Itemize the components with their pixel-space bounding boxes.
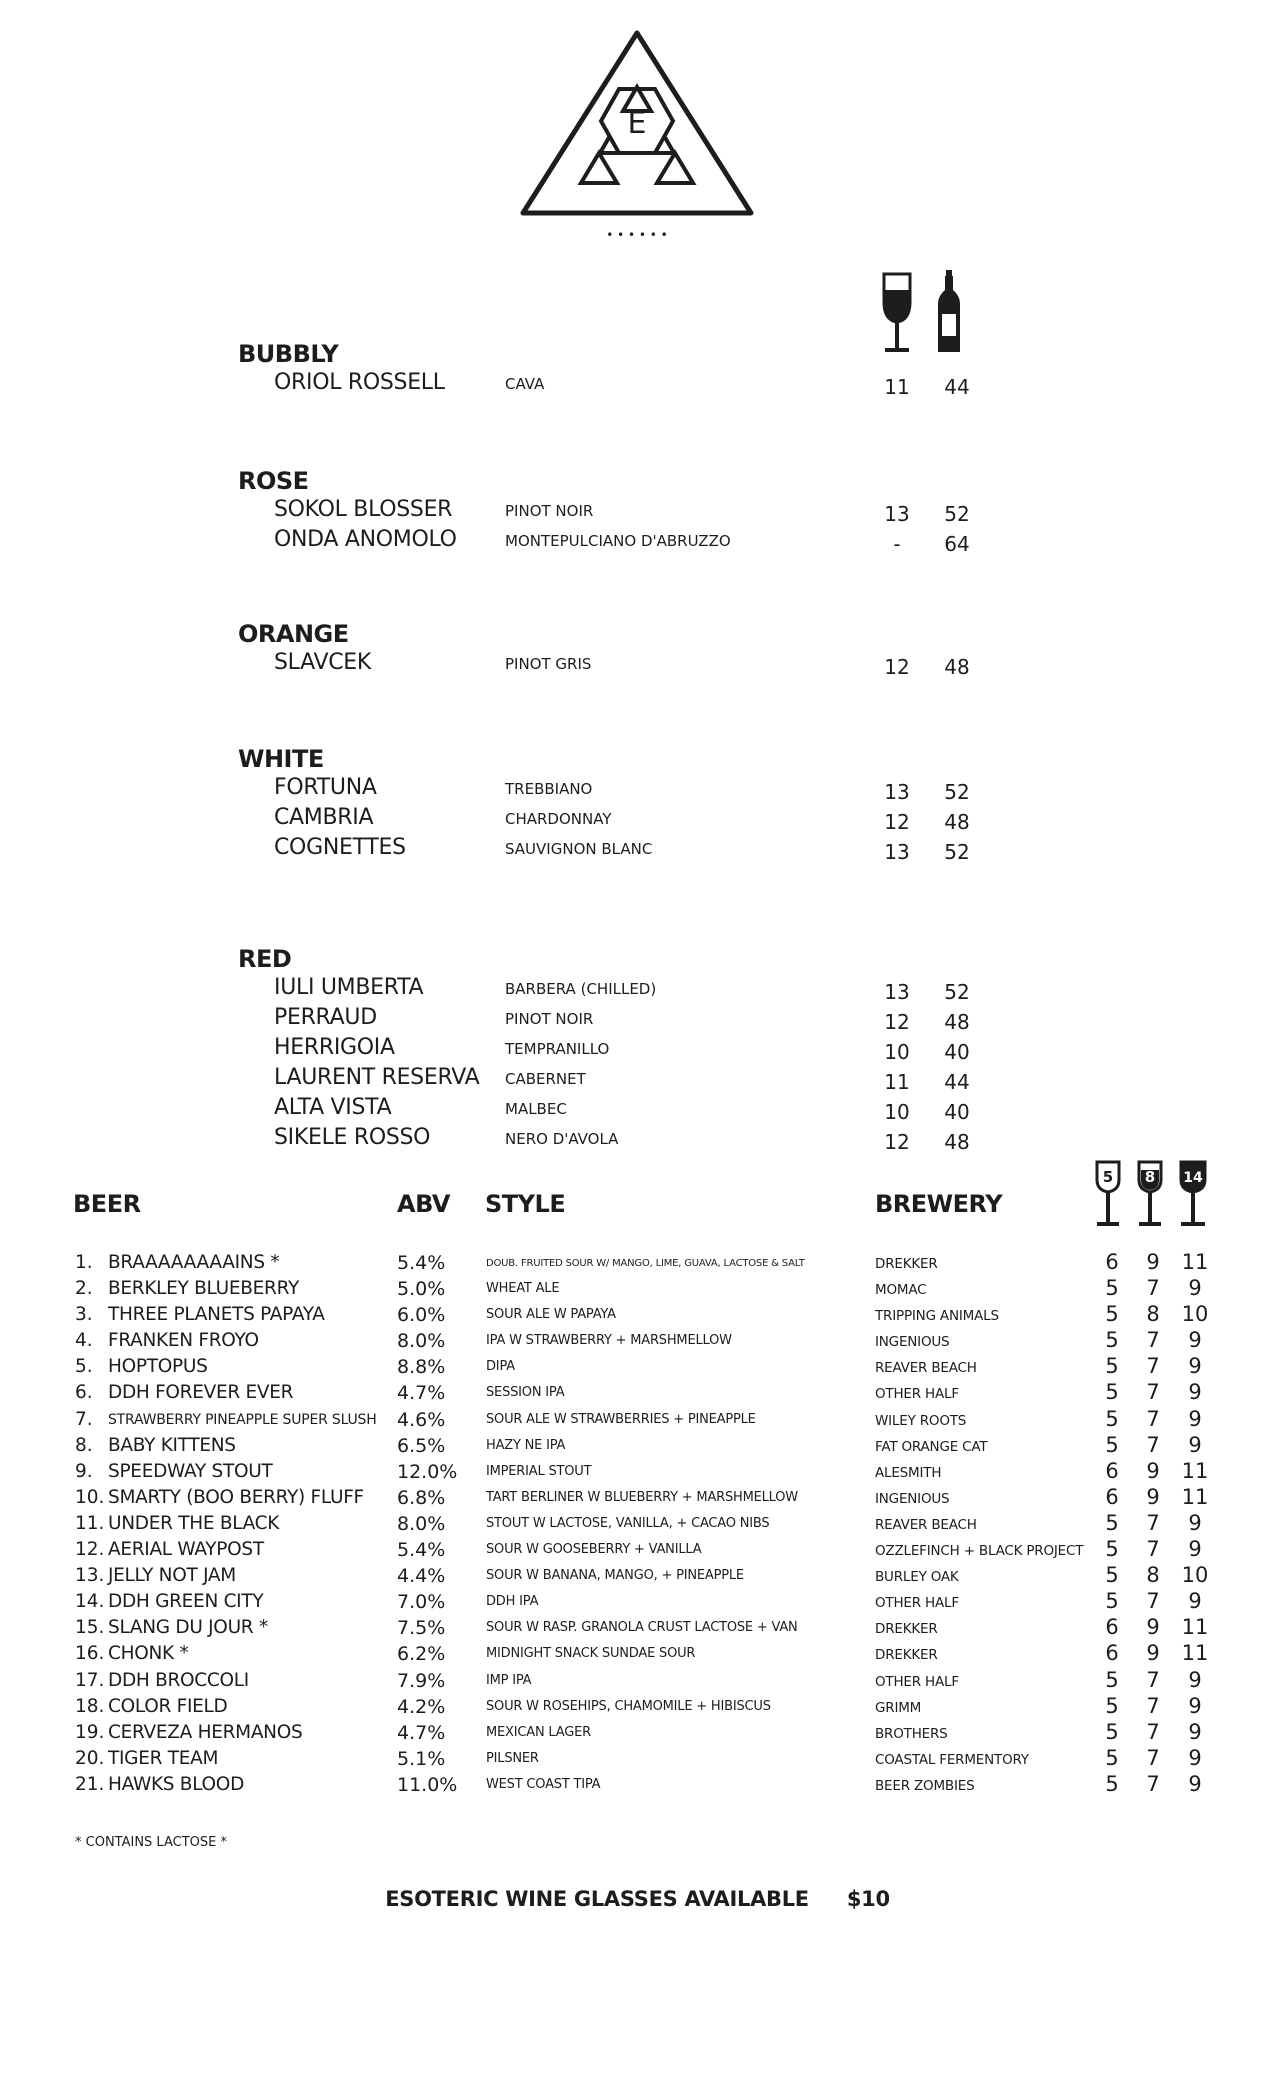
beer-style: SESSION IPA bbox=[486, 1385, 565, 1401]
price-8oz: 9 bbox=[1146, 1615, 1160, 1640]
beer-abv: 4.7% bbox=[397, 1382, 446, 1405]
beer-row bbox=[75, 1304, 1225, 1330]
wine-variety: TEMPRANILLO bbox=[505, 1040, 610, 1058]
price-14oz: 9 bbox=[1188, 1589, 1202, 1614]
price-14oz: 10 bbox=[1181, 1563, 1209, 1588]
price-14oz: 9 bbox=[1188, 1276, 1202, 1301]
price-5oz: 5 bbox=[1105, 1693, 1119, 1718]
wine-variety: PINOT NOIR bbox=[505, 502, 594, 520]
glass-price: 12 bbox=[884, 1130, 910, 1154]
beer-name: JELLY NOT JAM bbox=[108, 1565, 236, 1587]
beer-style: SOUR W BANANA, MANGO, + PINEAPPLE bbox=[486, 1568, 744, 1584]
beer-abv: 5.4% bbox=[397, 1539, 446, 1562]
wine-name: SIKELE ROSSO bbox=[274, 1125, 431, 1150]
beer-style: DOUB. FRUITED SOUR W/ MANGO, LIME, GUAVA, LACTOSE & SALT bbox=[486, 1258, 805, 1269]
wine-section-orange bbox=[238, 620, 998, 680]
beer-pour-size-icons bbox=[1095, 1160, 1225, 1232]
wine-variety: BARBERA (CHILLED) bbox=[505, 980, 657, 998]
wine-name: COGNETTES bbox=[274, 835, 406, 860]
beer-row bbox=[75, 1278, 1225, 1304]
price-5oz: 5 bbox=[1105, 1380, 1119, 1405]
price-8oz: 7 bbox=[1146, 1406, 1160, 1431]
wine-variety: CAVA bbox=[505, 375, 545, 393]
price-8oz: 7 bbox=[1146, 1510, 1160, 1535]
beer-row bbox=[75, 1330, 1225, 1356]
price-14oz: 11 bbox=[1181, 1615, 1209, 1640]
beer-style: SOUR W GOOSEBERRY + VANILLA bbox=[486, 1542, 702, 1558]
pour-size-8: 8 bbox=[1144, 1168, 1156, 1186]
beer-brewery: BEER ZOMBIES bbox=[875, 1777, 975, 1794]
price-14oz: 9 bbox=[1188, 1328, 1202, 1353]
wine-name: LAURENT RESERVA bbox=[274, 1065, 480, 1090]
beer-name: CERVEZA HERMANOS bbox=[108, 1721, 303, 1743]
pour-14oz-glass-icon bbox=[1181, 1162, 1205, 1226]
beer-abv: 7.9% bbox=[397, 1669, 446, 1692]
beer-name: HAWKS BLOOD bbox=[108, 1773, 245, 1795]
beer-style: PILSNER bbox=[486, 1750, 539, 1766]
beer-row bbox=[75, 1539, 1225, 1565]
beer-brewery: INGENIOUS bbox=[875, 1334, 950, 1351]
beer-list bbox=[75, 1252, 1225, 1800]
wine-item bbox=[238, 775, 998, 805]
section-title: ORANGE bbox=[238, 620, 349, 648]
price-8oz: 8 bbox=[1146, 1563, 1160, 1588]
price-5oz: 5 bbox=[1105, 1276, 1119, 1301]
beer-abv: 5.1% bbox=[397, 1747, 446, 1770]
glass-price: 11 bbox=[884, 1070, 910, 1094]
beer-style: DDH IPA bbox=[486, 1594, 539, 1610]
wine-item bbox=[238, 1125, 998, 1155]
price-5oz: 5 bbox=[1105, 1537, 1119, 1562]
price-8oz: 7 bbox=[1146, 1589, 1160, 1614]
beer-abv: 6.0% bbox=[397, 1304, 446, 1327]
bottle-price: 44 bbox=[944, 1070, 970, 1094]
beer-number: 5. bbox=[75, 1356, 93, 1378]
wine-item bbox=[238, 527, 998, 557]
beer-brewery: OZZLEFINCH + BLACK PROJECT bbox=[875, 1543, 1084, 1560]
wine-name: ONDA ANOMOLO bbox=[274, 527, 457, 552]
pour-5oz-glass-icon bbox=[1097, 1162, 1119, 1226]
beer-row bbox=[75, 1745, 1225, 1774]
price-8oz: 7 bbox=[1146, 1693, 1160, 1718]
bottle-price: 48 bbox=[944, 810, 970, 834]
beer-abv: 12.0% bbox=[397, 1460, 458, 1483]
beer-brewery: OTHER HALF bbox=[875, 1595, 959, 1612]
beer-style: DIPA bbox=[486, 1359, 515, 1375]
beer-number: 14. bbox=[75, 1591, 105, 1613]
beer-brewery: OTHER HALF bbox=[875, 1386, 959, 1403]
bottle-price: 48 bbox=[944, 1010, 970, 1034]
bottle-price: 52 bbox=[944, 502, 970, 526]
wine-variety: CHARDONNAY bbox=[505, 810, 612, 828]
beer-style: MIDNIGHT SNACK SUNDAE SOUR bbox=[486, 1646, 696, 1662]
glass-price: 13 bbox=[884, 980, 910, 1004]
beer-number: 15. bbox=[75, 1617, 105, 1639]
pour-size-5: 5 bbox=[1102, 1168, 1114, 1186]
beer-row bbox=[75, 1382, 1225, 1408]
beer-number: 12. bbox=[75, 1539, 105, 1561]
beer-style: WHEAT ALE bbox=[486, 1281, 560, 1297]
beer-name: STRAWBERRY PINEAPPLE SUPER SLUSH bbox=[108, 1411, 377, 1428]
wine-item bbox=[238, 497, 998, 527]
price-8oz: 7 bbox=[1146, 1432, 1160, 1457]
glass-price: 12 bbox=[884, 810, 910, 834]
beer-name: SMARTY (BOO BERRY) FLUFF bbox=[108, 1486, 364, 1508]
price-8oz: 7 bbox=[1146, 1276, 1160, 1301]
bottle-price: 52 bbox=[944, 780, 970, 804]
beer-brewery: BURLEY OAK bbox=[875, 1569, 959, 1586]
beer-name: UNDER THE BLACK bbox=[108, 1512, 280, 1534]
beer-name: THREE PLANETS PAPAYA bbox=[108, 1304, 325, 1326]
glass-price: 13 bbox=[884, 780, 910, 804]
beer-row bbox=[75, 1771, 1225, 1800]
beer-row bbox=[75, 1591, 1225, 1617]
beer-number: 11. bbox=[75, 1512, 105, 1534]
beer-row bbox=[75, 1484, 1225, 1513]
style-column-header: STYLE bbox=[485, 1190, 566, 1218]
beer-style: SOUR W ROSEHIPS, CHAMOMILE + HIBISCUS bbox=[486, 1698, 771, 1714]
price-8oz: 7 bbox=[1146, 1328, 1160, 1353]
beer-name: DDH GREEN CITY bbox=[108, 1591, 264, 1613]
price-14oz: 9 bbox=[1188, 1771, 1202, 1796]
wine-item bbox=[238, 805, 998, 835]
beer-number: 9. bbox=[75, 1460, 93, 1482]
beer-name: TIGER TEAM bbox=[108, 1747, 219, 1769]
wine-section-red bbox=[238, 945, 998, 1155]
wine-item bbox=[238, 1035, 998, 1065]
price-14oz: 9 bbox=[1188, 1354, 1202, 1379]
beer-abv: 8.0% bbox=[397, 1512, 446, 1535]
beer-abv: 8.0% bbox=[397, 1330, 446, 1353]
beer-style: MEXICAN LAGER bbox=[486, 1724, 591, 1740]
beer-style: SOUR W RASP. GRANOLA CRUST LACTOSE + VAN bbox=[486, 1620, 798, 1636]
price-8oz: 7 bbox=[1146, 1537, 1160, 1562]
wine-variety: CABERNET bbox=[505, 1070, 586, 1088]
beer-abv: 11.0% bbox=[397, 1773, 458, 1796]
beer-row bbox=[75, 1643, 1225, 1669]
wine-variety: NERO D'AVOLA bbox=[505, 1130, 619, 1148]
beer-name: FRANKEN FROYO bbox=[108, 1330, 259, 1352]
footer-banner bbox=[0, 1887, 1275, 1911]
wine-item bbox=[238, 835, 998, 865]
logo-letter: E bbox=[627, 106, 647, 141]
beer-abv: 5.4% bbox=[397, 1252, 446, 1274]
glass-price: 10 bbox=[884, 1100, 910, 1124]
price-8oz: 7 bbox=[1146, 1771, 1160, 1796]
wine-name: SOKOL BLOSSER bbox=[274, 497, 453, 522]
price-8oz: 9 bbox=[1146, 1484, 1160, 1509]
beer-abv: 8.8% bbox=[397, 1356, 446, 1379]
glass-price: 12 bbox=[884, 1010, 910, 1034]
wine-item bbox=[238, 1005, 998, 1035]
brewery-column-header: BREWERY bbox=[875, 1190, 1003, 1218]
beer-number: 4. bbox=[75, 1330, 93, 1352]
beer-style: IMP IPA bbox=[486, 1672, 532, 1688]
beer-name: AERIAL WAYPOST bbox=[108, 1539, 264, 1561]
logo-dots: • • • • • • bbox=[606, 228, 668, 242]
price-14oz: 9 bbox=[1188, 1693, 1202, 1718]
beer-number: 19. bbox=[75, 1721, 105, 1743]
wine-item bbox=[238, 370, 998, 400]
beer-brewery: INGENIOUS bbox=[875, 1490, 950, 1507]
price-14oz: 9 bbox=[1188, 1406, 1202, 1431]
beer-style: SOUR ALE W STRAWBERRIES + PINEAPPLE bbox=[486, 1411, 756, 1427]
price-5oz: 6 bbox=[1105, 1641, 1119, 1666]
price-8oz: 7 bbox=[1146, 1667, 1160, 1692]
beer-number: 1. bbox=[75, 1252, 93, 1273]
beer-row bbox=[75, 1432, 1225, 1461]
beer-brewery: FAT ORANGE CAT bbox=[875, 1438, 988, 1455]
beer-name: SLANG DU JOUR * bbox=[108, 1617, 268, 1639]
beer-column-header: BEER bbox=[73, 1190, 141, 1218]
beer-row bbox=[75, 1458, 1225, 1487]
bottle-price: 52 bbox=[944, 980, 970, 1004]
beer-brewery: WILEY ROOTS bbox=[875, 1412, 967, 1429]
beer-number: 21. bbox=[75, 1773, 105, 1795]
beer-number: 2. bbox=[75, 1278, 93, 1300]
beer-style: HAZY NE IPA bbox=[486, 1437, 566, 1453]
price-8oz: 9 bbox=[1146, 1641, 1160, 1666]
bottle-price: 64 bbox=[944, 532, 970, 556]
glass-price: 13 bbox=[884, 840, 910, 864]
wine-section-white bbox=[238, 745, 998, 865]
beer-brewery: COASTAL FERMENTORY bbox=[875, 1751, 1029, 1768]
glass-price: 10 bbox=[884, 1040, 910, 1064]
beer-abv: 7.5% bbox=[397, 1617, 446, 1640]
bottle-price: 52 bbox=[944, 840, 970, 864]
glass-price: - bbox=[893, 532, 901, 556]
beer-style: STOUT W LACTOSE, VANILLA, + CACAO NIBS bbox=[486, 1515, 770, 1531]
beer-brewery: REAVER BEACH bbox=[875, 1516, 977, 1533]
beer-number: 13. bbox=[75, 1565, 105, 1587]
beer-row bbox=[75, 1667, 1225, 1696]
beer-number: 17. bbox=[75, 1669, 105, 1691]
price-8oz: 7 bbox=[1146, 1380, 1160, 1405]
beer-abv: 4.4% bbox=[397, 1565, 446, 1588]
beer-number: 7. bbox=[75, 1408, 93, 1430]
beer-name: HOPTOPUS bbox=[108, 1356, 208, 1378]
price-5oz: 5 bbox=[1105, 1302, 1119, 1327]
beer-brewery: REAVER BEACH bbox=[875, 1360, 977, 1377]
beer-brewery: TRIPPING ANIMALS bbox=[875, 1308, 999, 1325]
wine-item bbox=[238, 975, 998, 1005]
wine-variety: PINOT NOIR bbox=[505, 1010, 594, 1028]
glass-price: 12 bbox=[884, 655, 910, 679]
price-5oz: 5 bbox=[1105, 1510, 1119, 1535]
bottle-price: 44 bbox=[944, 375, 970, 399]
beer-number: 10. bbox=[75, 1486, 105, 1508]
beer-style: IMPERIAL STOUT bbox=[486, 1463, 592, 1479]
beer-row bbox=[75, 1693, 1225, 1722]
price-5oz: 6 bbox=[1105, 1615, 1119, 1640]
section-title: RED bbox=[238, 945, 292, 973]
wine-name: ALTA VISTA bbox=[274, 1095, 392, 1120]
pour-8oz-glass-icon bbox=[1139, 1162, 1161, 1226]
beer-row bbox=[75, 1510, 1225, 1539]
wine-variety: MALBEC bbox=[505, 1100, 567, 1118]
bottle-price: 48 bbox=[944, 1130, 970, 1154]
price-14oz: 11 bbox=[1181, 1458, 1209, 1483]
price-5oz: 6 bbox=[1105, 1484, 1119, 1509]
beer-number: 16. bbox=[75, 1643, 105, 1665]
beer-abv: 6.2% bbox=[397, 1643, 446, 1666]
beer-style: WEST COAST TIPA bbox=[486, 1776, 601, 1792]
wine-variety: SAUVIGNON BLANC bbox=[505, 840, 653, 858]
wine-variety: MONTEPULCIANO D'ABRUZZO bbox=[505, 532, 731, 550]
section-title: BUBBLY bbox=[238, 340, 339, 368]
price-5oz: 6 bbox=[1105, 1250, 1119, 1274]
beer-style: TART BERLINER W BLUEBERRY + MARSHMELLOW bbox=[486, 1489, 798, 1505]
price-14oz: 11 bbox=[1181, 1484, 1209, 1509]
beer-abv: 5.0% bbox=[397, 1278, 446, 1301]
lactose-note: * CONTAINS LACTOSE * bbox=[75, 1835, 227, 1850]
beer-number: 3. bbox=[75, 1304, 93, 1326]
wine-item bbox=[238, 1065, 998, 1095]
wine-name: PERRAUD bbox=[274, 1005, 377, 1030]
pour-size-14: 14 bbox=[1183, 1170, 1203, 1186]
price-5oz: 5 bbox=[1105, 1745, 1119, 1770]
wine-variety: TREBBIANO bbox=[505, 780, 593, 798]
beer-number: 20. bbox=[75, 1747, 105, 1769]
price-5oz: 5 bbox=[1105, 1328, 1119, 1353]
beer-abv: 4.6% bbox=[397, 1408, 446, 1431]
glass-price: 11 bbox=[884, 375, 910, 399]
wine-name: HERRIGOIA bbox=[274, 1035, 395, 1060]
beer-brewery: BROTHERS bbox=[875, 1725, 948, 1742]
wine-section-bubbly bbox=[238, 340, 998, 400]
price-5oz: 5 bbox=[1105, 1589, 1119, 1614]
price-14oz: 9 bbox=[1188, 1719, 1202, 1744]
price-5oz: 5 bbox=[1105, 1432, 1119, 1457]
beer-abv: 6.5% bbox=[397, 1434, 446, 1457]
price-14oz: 9 bbox=[1188, 1667, 1202, 1692]
section-title: ROSE bbox=[238, 467, 309, 495]
beer-name: BERKLEY BLUEBERRY bbox=[108, 1278, 299, 1300]
price-5oz: 5 bbox=[1105, 1563, 1119, 1588]
wine-name: IULI UMBERTA bbox=[274, 975, 424, 1000]
beer-style: SOUR ALE W PAPAYA bbox=[486, 1307, 616, 1323]
beer-number: 18. bbox=[75, 1695, 105, 1717]
price-8oz: 7 bbox=[1146, 1719, 1160, 1744]
beer-name: DDH FOREVER EVER bbox=[108, 1382, 294, 1404]
beer-brewery: MOMAC bbox=[875, 1282, 927, 1299]
price-8oz: 9 bbox=[1146, 1250, 1160, 1274]
beer-abv: 4.7% bbox=[397, 1721, 446, 1744]
beer-row bbox=[75, 1565, 1225, 1591]
price-5oz: 6 bbox=[1105, 1458, 1119, 1483]
price-14oz: 9 bbox=[1188, 1537, 1202, 1562]
beer-name: CHONK * bbox=[108, 1643, 189, 1665]
price-5oz: 5 bbox=[1105, 1354, 1119, 1379]
beer-name: BRAAAAAAAAINS * bbox=[108, 1252, 280, 1273]
wine-section-rose bbox=[238, 467, 998, 557]
price-14oz: 9 bbox=[1188, 1380, 1202, 1405]
price-14oz: 9 bbox=[1188, 1745, 1202, 1770]
wine-name: FORTUNA bbox=[274, 775, 377, 800]
beer-name: BABY KITTENS bbox=[108, 1434, 236, 1456]
beer-brewery: GRIMM bbox=[875, 1699, 922, 1716]
section-title: WHITE bbox=[238, 745, 324, 773]
footer-price: $10 bbox=[846, 1887, 890, 1911]
wine-name: ORIOL ROSSELL bbox=[274, 370, 445, 395]
wine-variety: PINOT GRIS bbox=[505, 655, 592, 673]
bottle-price: 40 bbox=[944, 1100, 970, 1124]
abv-column-header: ABV bbox=[397, 1190, 450, 1218]
beer-brewery: OTHER HALF bbox=[875, 1673, 959, 1690]
beer-abv: 7.0% bbox=[397, 1591, 446, 1614]
price-14oz: 11 bbox=[1181, 1641, 1209, 1666]
beer-row bbox=[75, 1406, 1225, 1435]
beer-abv: 6.8% bbox=[397, 1486, 446, 1509]
price-14oz: 10 bbox=[1181, 1302, 1209, 1327]
beer-abv: 4.2% bbox=[397, 1695, 446, 1718]
bottle-price: 48 bbox=[944, 655, 970, 679]
beer-brewery: DREKKER bbox=[875, 1647, 938, 1664]
price-5oz: 5 bbox=[1105, 1406, 1119, 1431]
wine-name: SLAVCEK bbox=[274, 650, 372, 675]
beer-number: 6. bbox=[75, 1382, 93, 1404]
beer-style: IPA W STRAWBERRY + MARSHMELLOW bbox=[486, 1333, 732, 1349]
beer-name: SPEEDWAY STOUT bbox=[108, 1460, 273, 1482]
beer-brewery: DREKKER bbox=[875, 1256, 938, 1272]
price-8oz: 7 bbox=[1146, 1745, 1160, 1770]
wine-item bbox=[238, 650, 998, 680]
price-14oz: 9 bbox=[1188, 1510, 1202, 1535]
bottle-price: 40 bbox=[944, 1040, 970, 1064]
price-8oz: 9 bbox=[1146, 1458, 1160, 1483]
beer-row bbox=[75, 1356, 1225, 1382]
price-14oz: 11 bbox=[1181, 1250, 1209, 1274]
beer-brewery: ALESMITH bbox=[875, 1464, 942, 1481]
price-14oz: 9 bbox=[1188, 1432, 1202, 1457]
beer-name: DDH BROCCOLI bbox=[108, 1669, 249, 1691]
price-8oz: 7 bbox=[1146, 1354, 1160, 1379]
beer-row bbox=[75, 1617, 1225, 1643]
beer-row bbox=[75, 1252, 1225, 1278]
glass-price: 13 bbox=[884, 502, 910, 526]
price-5oz: 5 bbox=[1105, 1667, 1119, 1692]
beer-name: COLOR FIELD bbox=[108, 1695, 228, 1717]
price-8oz: 8 bbox=[1146, 1302, 1160, 1327]
esoteric-logo bbox=[515, 25, 760, 245]
wine-item bbox=[238, 1095, 998, 1125]
price-5oz: 5 bbox=[1105, 1719, 1119, 1744]
beer-row bbox=[75, 1719, 1225, 1748]
beer-number: 8. bbox=[75, 1434, 93, 1456]
wine-name: CAMBRIA bbox=[274, 805, 374, 830]
footer-text: ESOTERIC WINE GLASSES AVAILABLE bbox=[385, 1887, 809, 1911]
price-5oz: 5 bbox=[1105, 1771, 1119, 1796]
beer-brewery: DREKKER bbox=[875, 1621, 938, 1638]
